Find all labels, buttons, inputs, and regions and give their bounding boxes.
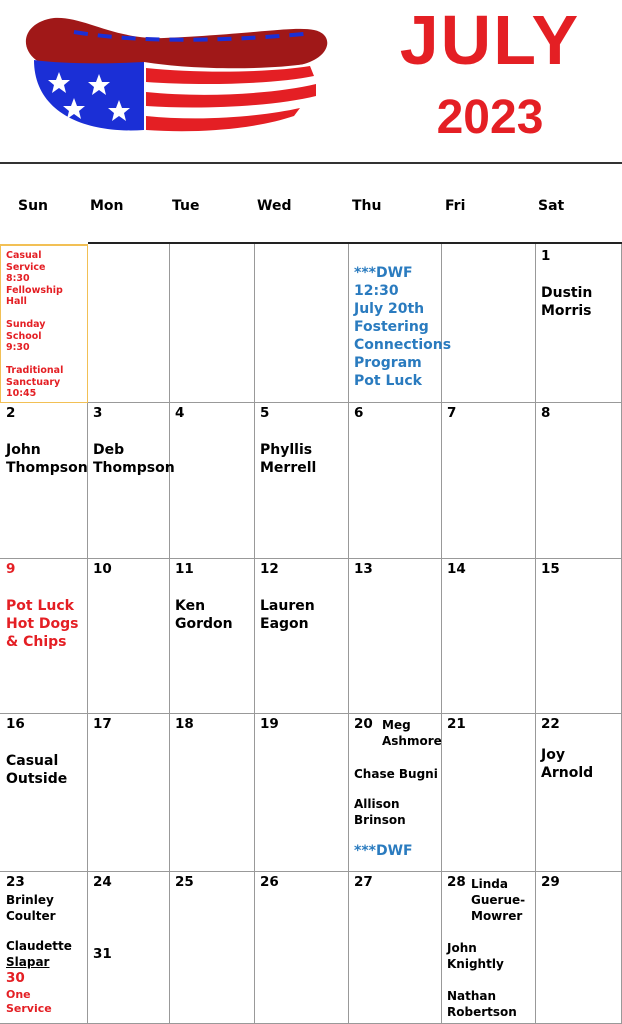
birthday-name: Deb Thompson	[93, 442, 175, 476]
day-cell	[0, 244, 88, 403]
day-number: 22	[541, 716, 560, 732]
day-cell	[255, 244, 349, 403]
birthday-name: Ken Gordon	[175, 598, 233, 632]
event-note: Pot Luck Hot Dogs & Chips	[6, 598, 79, 650]
event-note: One Service	[6, 988, 52, 1015]
event-note: Casual Outside	[6, 753, 68, 787]
birthday-name: Chase Bugni	[354, 767, 438, 781]
birthday-name: Allison Brinson	[354, 797, 406, 827]
day-number: 30	[6, 970, 25, 986]
day-cell	[536, 714, 622, 872]
day-cell	[349, 714, 442, 872]
day-cell	[255, 559, 349, 714]
birthday-name: John Thompson	[6, 442, 88, 476]
weekday-sat: Sat	[538, 198, 565, 214]
day-number: 23	[6, 874, 25, 890]
day-number: 29	[541, 874, 560, 890]
hotdog-flag-icon	[14, 12, 334, 140]
calendar-grid	[0, 244, 622, 1024]
birthday-name: Meg Ashmore	[382, 718, 442, 748]
day-number: 20	[354, 716, 373, 732]
day-cell	[536, 403, 622, 559]
day-number: 24	[93, 874, 112, 890]
day-cell	[88, 872, 170, 1024]
day-cell	[88, 559, 170, 714]
day-cell	[170, 244, 255, 403]
day-cell	[170, 714, 255, 872]
day-cell	[442, 714, 536, 872]
day-cell	[255, 714, 349, 872]
day-number: 10	[93, 561, 112, 577]
day-cell	[536, 559, 622, 714]
day-number: 3	[93, 405, 103, 421]
day-cell	[536, 872, 622, 1024]
birthday-name: Joy Arnold	[541, 747, 594, 781]
day-cell	[0, 559, 88, 714]
day-number: 6	[354, 405, 364, 421]
birthday-name: Nathan Robertson	[447, 989, 517, 1019]
weekday-thu: Thu	[352, 198, 382, 214]
birthday-name: Dustin Morris	[541, 285, 593, 319]
day-number: 15	[541, 561, 560, 577]
day-number: 11	[175, 561, 194, 577]
day-cell	[170, 559, 255, 714]
day-cell	[0, 714, 88, 872]
day-cell	[349, 872, 442, 1024]
day-cell	[349, 244, 452, 403]
birthday-name: John Knightly	[447, 941, 504, 971]
birthday-name: Lauren Eagon	[260, 598, 315, 632]
day-number: 21	[447, 716, 466, 732]
event-note: ***DWF 12:30 July 20th Fostering Connections Program Pot Luck	[354, 265, 452, 389]
day-number: 14	[447, 561, 466, 577]
day-cell	[0, 872, 88, 1024]
weekday-header	[0, 164, 622, 244]
day-cell	[349, 559, 442, 714]
day-number: 8	[541, 405, 551, 421]
day-number: 31	[93, 946, 112, 962]
event-note: ***DWF	[354, 843, 413, 859]
day-number: 13	[354, 561, 373, 577]
day-cell	[88, 714, 170, 872]
day-cell	[442, 559, 536, 714]
birthday-name: Claudette	[6, 939, 72, 953]
weekday-sun: Sun	[18, 198, 49, 214]
day-cell	[442, 244, 536, 403]
weekday-fri: Fri	[445, 198, 466, 214]
day-cell	[255, 403, 349, 559]
day-number: 18	[175, 716, 194, 732]
month-title: JULY	[399, 1, 581, 79]
day-number: 7	[447, 405, 457, 421]
day-number: 5	[260, 405, 270, 421]
day-number: 2	[6, 405, 16, 421]
day-number: 27	[354, 874, 373, 890]
day-number: 19	[260, 716, 279, 732]
weekday-wed: Wed	[257, 198, 292, 214]
day-cell	[536, 244, 622, 403]
year-title: 2023	[436, 91, 544, 144]
birthday-name: Slapar	[6, 955, 50, 969]
day-cell	[442, 403, 536, 559]
service-schedule: Casual Service 8:30 Fellowship Hall Sunday School 9:30 Traditional Sanctuary 10:45	[6, 250, 64, 399]
day-number: 28	[447, 874, 466, 890]
calendar-header	[0, 0, 622, 165]
day-number: 16	[6, 716, 25, 732]
day-cell	[0, 403, 88, 559]
day-cell	[255, 872, 349, 1024]
birthday-name: Linda Guerue- Mowrer	[471, 877, 526, 923]
day-number: 4	[175, 405, 185, 421]
day-cell	[88, 244, 170, 403]
day-cell	[170, 872, 255, 1024]
day-number: 12	[260, 561, 279, 577]
day-number: 1	[541, 248, 551, 264]
day-cell	[442, 872, 536, 1024]
day-cell	[349, 403, 442, 559]
day-number: 9	[6, 561, 16, 577]
birthday-name: Phyllis Merrell	[260, 442, 317, 476]
day-number: 25	[175, 874, 194, 890]
weekday-tue: Tue	[172, 198, 200, 214]
day-cell	[88, 403, 175, 559]
birthday-name: Brinley Coulter	[6, 893, 56, 923]
day-number: 26	[260, 874, 279, 890]
weekday-mon: Mon	[90, 198, 124, 214]
day-number: 17	[93, 716, 112, 732]
day-cell	[170, 403, 255, 559]
